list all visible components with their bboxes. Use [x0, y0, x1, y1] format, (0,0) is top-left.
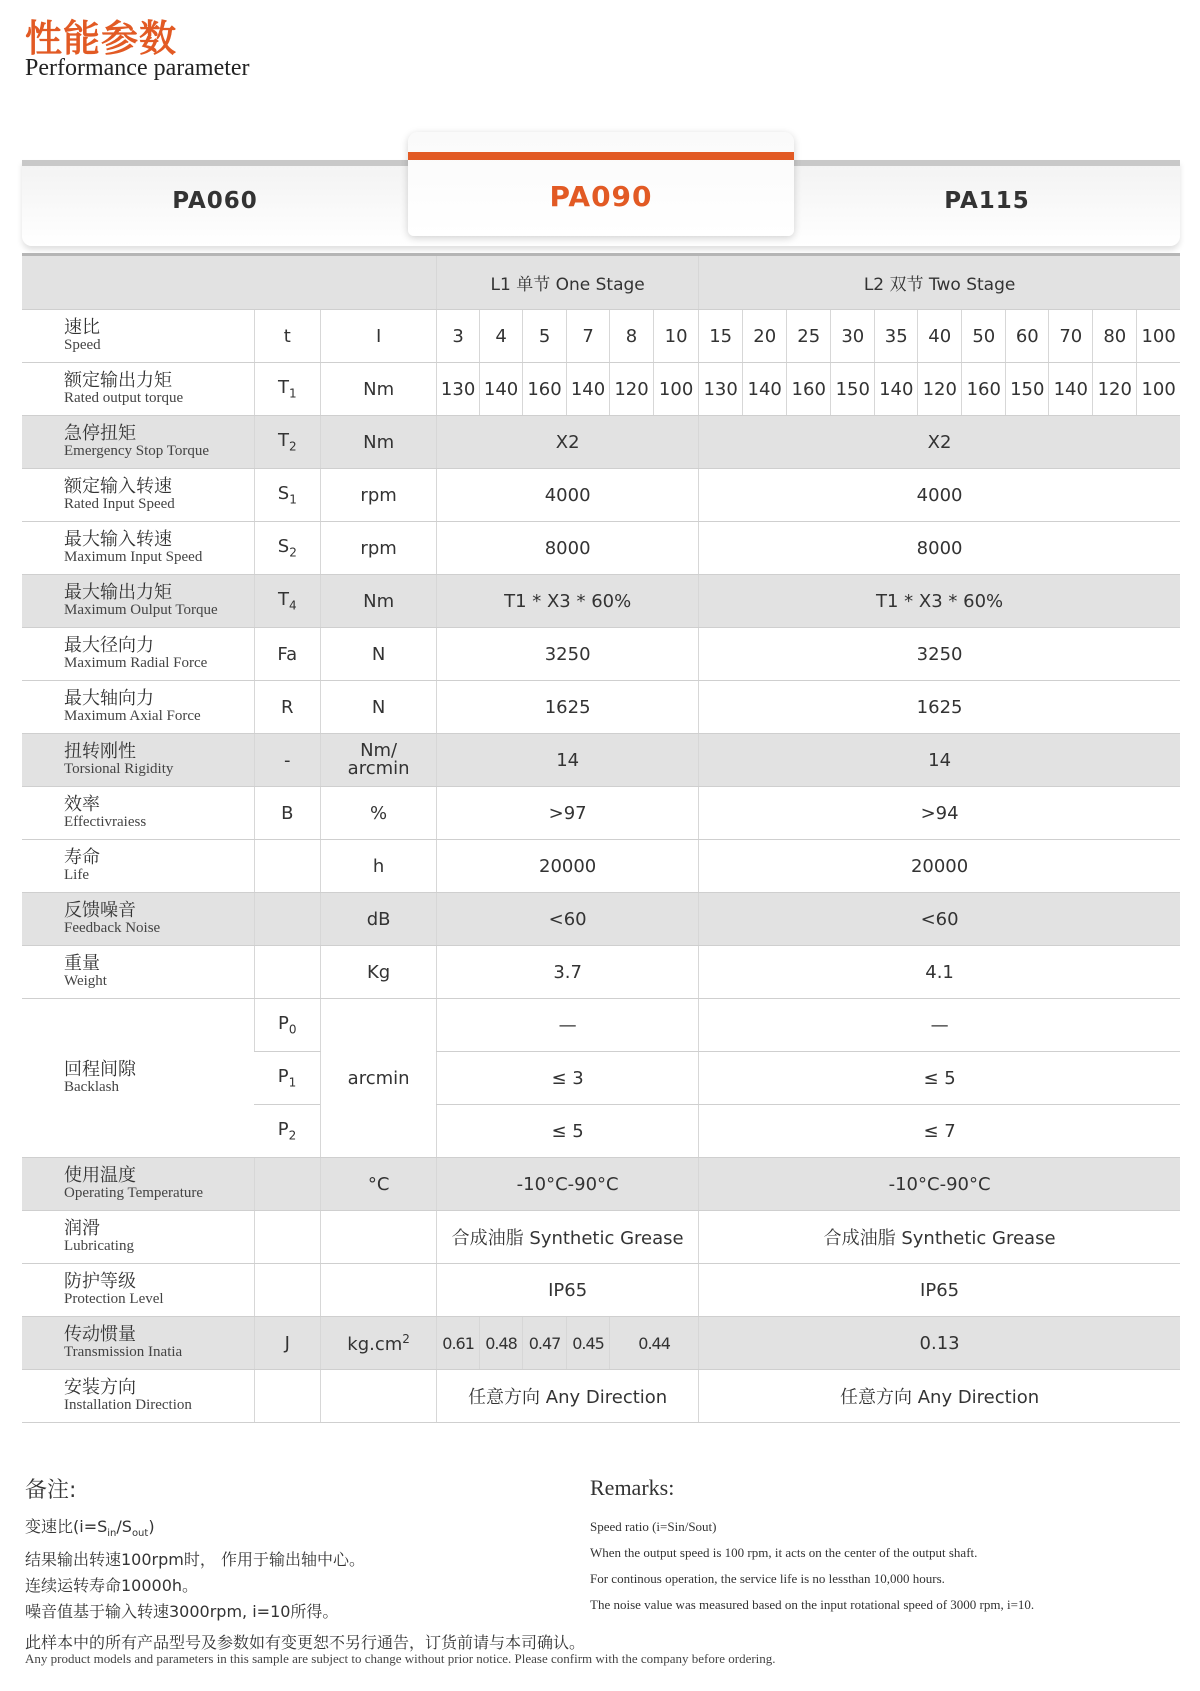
table-row — [22, 681, 1180, 734]
table-row — [22, 363, 1180, 416]
ratio-cell: 3 — [437, 310, 480, 363]
value-two-stage: 8000 — [699, 522, 1180, 575]
table-row — [22, 787, 1180, 840]
active-tab-indicator — [408, 152, 794, 160]
row-symbol: $T_2$ — [254, 416, 321, 469]
page-title-cn: 性能参数 — [25, 17, 177, 60]
torque-cell: 140 — [480, 363, 523, 416]
inertia-cell: 0.47 — [523, 1317, 567, 1370]
value-one-stage: 1625 — [437, 681, 699, 734]
ratio-cell: 25 — [787, 310, 831, 363]
remarks-cn-line: 噪音值基于输入转速3000rpm, i=10所得。 — [25, 1602, 339, 1622]
page-title-en: Performance parameter — [25, 55, 250, 81]
table-header-row — [22, 255, 1180, 310]
row-symbol — [254, 1211, 321, 1264]
row-unit: h — [321, 840, 437, 893]
row-symbol: $P_2$ — [254, 1105, 321, 1158]
value-one-stage: 合成油脂 Synthetic Grease — [437, 1211, 699, 1264]
torque-cell: 100 — [654, 363, 699, 416]
remarks-en-line: For continous operation, the service life is no lessthan 10,000 hours. — [590, 1571, 945, 1586]
row-unit: Nm/ arcmin — [321, 734, 437, 787]
header-blank — [22, 255, 437, 310]
row-unit: % — [321, 787, 437, 840]
ratio-cell: 70 — [1049, 310, 1093, 363]
value-one-stage: 3.7 — [437, 946, 699, 999]
row-unit: Nm — [321, 363, 437, 416]
row-symbol: $T_1$ — [254, 363, 321, 416]
value-two-stage: 4000 — [699, 469, 1180, 522]
ratio-cell: 10 — [654, 310, 699, 363]
header-one-stage: L1 单节 One Stage — [437, 255, 699, 310]
remarks-cn-title: 备注: — [25, 1478, 77, 1503]
row-label: 效率 Effectivraiess — [22, 787, 254, 840]
row-unit: dB — [321, 893, 437, 946]
table-row — [22, 628, 1180, 681]
row-symbol: $S_2$ — [254, 522, 321, 575]
torque-cell: 120 — [1093, 363, 1137, 416]
torque-cell: 120 — [918, 363, 962, 416]
value-two-stage: 1625 — [699, 681, 1180, 734]
row-symbol — [254, 946, 321, 999]
row-symbol: $T_4$ — [254, 575, 321, 628]
row-label: 润滑 Lubricating — [22, 1211, 254, 1264]
ratio-cell: 4 — [480, 310, 523, 363]
row-label: 扭转刚性 Torsional Rigidity — [22, 734, 254, 787]
performance-table — [22, 253, 1180, 1423]
value-one-stage: ≤ 3 — [437, 1052, 699, 1105]
remarks-cn-line: 变速比$(i=S_{in}/S_{out})$ — [25, 1517, 155, 1540]
value-two-stage: IP65 — [699, 1264, 1180, 1317]
row-label: 急停扭矩 Emergency Stop Torque — [22, 416, 254, 469]
remarks-cn-line: 连续运转寿命10000h。 — [25, 1576, 199, 1596]
table-row — [22, 310, 1180, 363]
tab-pa090[interactable] — [408, 132, 794, 236]
ratio-cell: 20 — [743, 310, 787, 363]
value-two-stage: -10°C-90°C — [699, 1158, 1180, 1211]
value-two-stage: 3250 — [699, 628, 1180, 681]
torque-cell: 150 — [1006, 363, 1049, 416]
ratio-cell: 7 — [567, 310, 610, 363]
row-unit: Kg — [321, 946, 437, 999]
row-symbol: - — [254, 734, 321, 787]
row-symbol: t — [254, 310, 321, 363]
row-label: 反馈噪音 Feedback Noise — [22, 893, 254, 946]
tab-pa115[interactable]: PA115 — [944, 188, 1030, 214]
value-one-stage: — — [437, 999, 699, 1052]
row-unit: Nm — [321, 416, 437, 469]
value-one-stage: 3250 — [437, 628, 699, 681]
row-unit: rpm — [321, 522, 437, 575]
row-symbol — [254, 1264, 321, 1317]
row-symbol — [254, 840, 321, 893]
model-tabs — [22, 130, 1180, 240]
value-two-stage: <60 — [699, 893, 1180, 946]
ratio-cell: 80 — [1093, 310, 1137, 363]
row-symbol — [254, 1370, 321, 1423]
torque-cell: 150 — [831, 363, 875, 416]
row-label: 最大轴向力 Maximum Axial Force — [22, 681, 254, 734]
value-one-stage: 8000 — [437, 522, 699, 575]
value-one-stage: 4000 — [437, 469, 699, 522]
row-label: 速比 Speed — [22, 310, 254, 363]
row-symbol: $S_1$ — [254, 469, 321, 522]
row-unit: Nm — [321, 575, 437, 628]
table-row — [22, 1317, 1180, 1370]
torque-cell: 140 — [1049, 363, 1093, 416]
row-unit: rpm — [321, 469, 437, 522]
ratio-cell: 60 — [1006, 310, 1049, 363]
row-symbol — [254, 1158, 321, 1211]
notice-cn: 此样本中的所有产品型号及参数如有变更恕不另行通告，订货前请与本司确认。 — [25, 1633, 586, 1652]
row-label: 额定输出力矩 Rated output torque — [22, 363, 254, 416]
row-unit: $kg.cm^2$ — [321, 1317, 437, 1370]
inertia-cell: 0.44 — [610, 1317, 699, 1370]
row-unit — [321, 1264, 437, 1317]
tab-pa060[interactable]: PA060 — [172, 188, 258, 214]
torque-cell: 160 — [787, 363, 831, 416]
inertia-cell: 0.45 — [567, 1317, 610, 1370]
table-row — [22, 999, 1180, 1052]
torque-cell: 160 — [523, 363, 567, 416]
row-symbol: R — [254, 681, 321, 734]
row-symbol: $P_0$ — [254, 999, 321, 1052]
table-row — [22, 522, 1180, 575]
table-row — [22, 734, 1180, 787]
row-label: 最大径向力 Maximum Radial Force — [22, 628, 254, 681]
value-one-stage: 任意方向 Any Direction — [437, 1370, 699, 1423]
table-row — [22, 840, 1180, 893]
ratio-cell: 30 — [831, 310, 875, 363]
row-symbol: Fa — [254, 628, 321, 681]
row-unit: arcmin — [321, 999, 437, 1158]
torque-cell: 160 — [962, 363, 1006, 416]
ratio-cell: 5 — [523, 310, 567, 363]
table-row — [22, 1264, 1180, 1317]
table-row — [22, 893, 1180, 946]
row-unit: I — [321, 310, 437, 363]
value-two-stage: — — [699, 999, 1180, 1052]
table-row — [22, 946, 1180, 999]
torque-cell: 120 — [610, 363, 654, 416]
torque-cell: 130 — [699, 363, 743, 416]
remarks-cn-line: 结果输出转速100rpm时， 作用于输出轴中心。 — [25, 1550, 365, 1570]
row-label: 额定输入转速 Rated Input Speed — [22, 469, 254, 522]
value-one-stage: >97 — [437, 787, 699, 840]
value-one-stage: -10°C-90°C — [437, 1158, 699, 1211]
torque-cell: 100 — [1137, 363, 1180, 416]
table-row — [22, 1211, 1180, 1264]
value-one-stage: T1 * X3 * 60% — [437, 575, 699, 628]
torque-cell: 140 — [743, 363, 787, 416]
row-label: 寿命 Life — [22, 840, 254, 893]
torque-cell: 140 — [567, 363, 610, 416]
table-row — [22, 416, 1180, 469]
notice-en: Any product models and parameters in this sample are subject to change without prior notice. Please confirm with the company before ordering. — [25, 1651, 776, 1666]
table-row — [22, 1370, 1180, 1423]
ratio-cell: 100 — [1137, 310, 1180, 363]
row-label: 最大输入转速 Maximum Input Speed — [22, 522, 254, 575]
value-two-stage: X2 — [699, 416, 1180, 469]
inertia-cell: 0.61 — [437, 1317, 480, 1370]
row-label: 最大输出力矩 Maximum Oulput Torque — [22, 575, 254, 628]
row-label: 回程间隙 Backlash — [22, 999, 254, 1158]
torque-cell: 130 — [437, 363, 480, 416]
value-one-stage: ≤ 5 — [437, 1105, 699, 1158]
value-two-stage: 任意方向 Any Direction — [699, 1370, 1180, 1423]
row-label: 安装方向 Installation Direction — [22, 1370, 254, 1423]
value-one-stage: X2 — [437, 416, 699, 469]
row-unit: °C — [321, 1158, 437, 1211]
value-two-stage: T1 * X3 * 60% — [699, 575, 1180, 628]
header-two-stage: L2 双节 Two Stage — [699, 255, 1180, 310]
value-two-stage: 4.1 — [699, 946, 1180, 999]
value-two-stage: 0.13 — [699, 1317, 1180, 1370]
remarks-en — [590, 1475, 1170, 1618]
row-unit: N — [321, 628, 437, 681]
ratio-cell: 35 — [875, 310, 918, 363]
ratio-cell: 50 — [962, 310, 1006, 363]
row-label: 传动惯量 Transmission Inatia — [22, 1317, 254, 1370]
value-two-stage: 20000 — [699, 840, 1180, 893]
torque-cell: 140 — [875, 363, 918, 416]
row-label: 重量 Weight — [22, 946, 254, 999]
value-two-stage: ≤ 7 — [699, 1105, 1180, 1158]
remarks-cn — [25, 1473, 565, 1625]
ratio-cell: 8 — [610, 310, 654, 363]
row-unit — [321, 1370, 437, 1423]
row-symbol: J — [254, 1317, 321, 1370]
row-unit — [321, 1211, 437, 1264]
value-one-stage: IP65 — [437, 1264, 699, 1317]
row-symbol: B — [254, 787, 321, 840]
table-row — [22, 575, 1180, 628]
row-symbol — [254, 893, 321, 946]
row-label: 防护等级 Protection Level — [22, 1264, 254, 1317]
remarks-en-title: Remarks: — [590, 1475, 675, 1500]
value-two-stage: >94 — [699, 787, 1180, 840]
row-unit: N — [321, 681, 437, 734]
row-symbol: $P_1$ — [254, 1052, 321, 1105]
ratio-cell: 40 — [918, 310, 962, 363]
tab-pa090-label: PA090 — [549, 179, 653, 213]
value-two-stage: 14 — [699, 734, 1180, 787]
value-one-stage: 20000 — [437, 840, 699, 893]
table-row — [22, 469, 1180, 522]
value-two-stage: 合成油脂 Synthetic Grease — [699, 1211, 1180, 1264]
value-one-stage: <60 — [437, 893, 699, 946]
ratio-cell: 15 — [699, 310, 743, 363]
remarks-en-line: When the output speed is 100 rpm, it acts on the center of the output shaft. — [590, 1545, 978, 1560]
table-row — [22, 1158, 1180, 1211]
row-label: 使用温度 Operating Temperature — [22, 1158, 254, 1211]
value-two-stage: ≤ 5 — [699, 1052, 1180, 1105]
value-one-stage: 14 — [437, 734, 699, 787]
remarks-en-line: The noise value was measured based on the input rotational speed of 3000 rpm, i=10. — [590, 1597, 1035, 1612]
inertia-cell: 0.48 — [480, 1317, 523, 1370]
remarks-en-line: Speed ratio (i=Sin/Sout) — [590, 1519, 717, 1534]
